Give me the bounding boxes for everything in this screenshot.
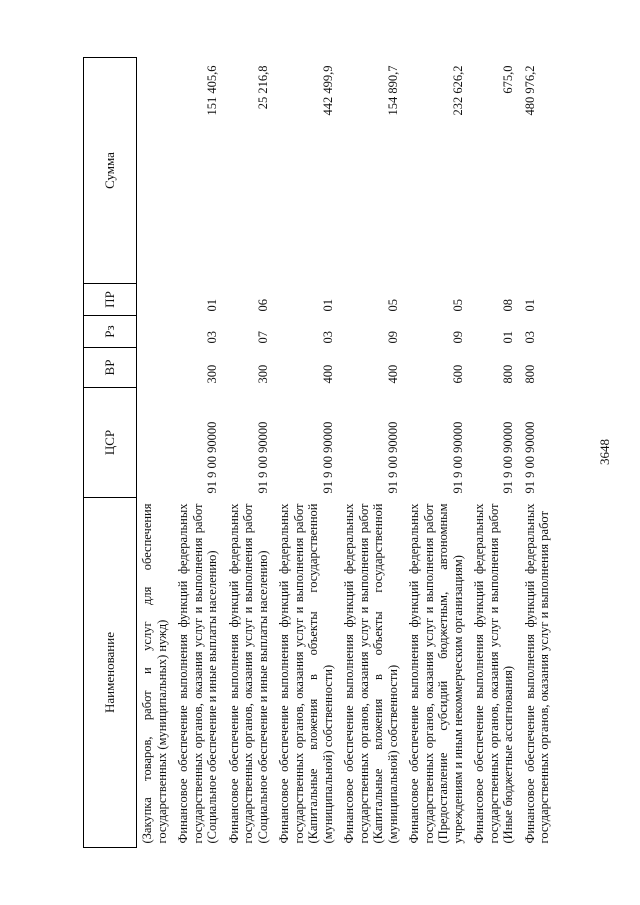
header-rz: Рз xyxy=(84,316,137,348)
row-sum: 480 976,2 xyxy=(522,65,537,116)
table-row xyxy=(406,58,471,848)
row-pr: 01 xyxy=(522,299,537,312)
header-name: Наименование xyxy=(84,498,137,848)
table-row xyxy=(276,58,341,848)
row-sum: 232 626,2 xyxy=(450,65,465,116)
row-vr: 600 xyxy=(450,364,465,384)
header-sum: Сумма xyxy=(84,58,137,284)
row-pr: 05 xyxy=(385,299,400,312)
row-pr: 08 xyxy=(501,299,515,312)
table-row xyxy=(522,58,553,848)
row-csr: 91 9 00 90000 xyxy=(450,421,465,494)
row-pr xyxy=(137,284,176,316)
row-rz: 01 xyxy=(501,331,515,344)
row-vr: 400 xyxy=(320,364,335,384)
row-vr: 800 xyxy=(522,364,537,384)
row-csr: 91 9 00 90000 xyxy=(205,421,219,494)
row-rz: 03 xyxy=(320,331,335,344)
row-name: Финансовое обеспечение выполнения функций федеральных государственных органов, оказания услуг и выполнения работ (Социальное обеспечение и иные выплаты населению) xyxy=(226,503,270,844)
row-name: Финансовое обеспечение выполнения функций федеральных государственных органов, оказания услуг и выполнения работ (Социальное обеспечение и иные выплаты населению) xyxy=(176,503,219,844)
table-row xyxy=(341,58,406,848)
table-row xyxy=(226,58,277,848)
table-row xyxy=(137,58,176,848)
row-name: (Закупка товаров, работ и услуг для обеспечения государственных (муниципальных) нужд) xyxy=(140,503,169,844)
row-rz: 07 xyxy=(255,331,270,344)
row-sum: 151 405,6 xyxy=(205,65,219,116)
row-name: Финансовое обеспечение выполнения функций федеральных государственных органов, оказания услуг и выполнения работ (Капитальные вложения в объекты государственной (муниципальной) собственности) xyxy=(277,503,335,844)
row-rz: 09 xyxy=(385,331,400,344)
table-row xyxy=(471,58,522,848)
row-csr: 91 9 00 90000 xyxy=(501,421,515,494)
row-name: Финансовое обеспечение выполнения функций федеральных государственных органов, оказания услуг и выполнения работ (Предоставление субсидий бюджетным, автономным учреждениям и иным некоммерческим организациям) xyxy=(407,503,465,844)
row-pr: 01 xyxy=(320,299,335,312)
row-csr: 91 9 00 90000 xyxy=(255,421,270,494)
row-name: Финансовое обеспечение выполнения функций федеральных государственных органов, оказания услуг и выполнения работ xyxy=(522,503,551,844)
row-rz: 03 xyxy=(522,331,537,344)
row-sum: 675,0 xyxy=(501,65,515,94)
row-name: Финансовое обеспечение выполнения функций федеральных государственных органов, оказания услуг и выполнения работ (Капитальные вложения в объекты государственной (муниципальной) собственности) xyxy=(342,503,400,844)
row-sum: 154 890,7 xyxy=(385,65,400,116)
row-sum: 442 499,9 xyxy=(320,65,335,116)
row-pr: 06 xyxy=(255,299,270,312)
row-sum: 25 216,8 xyxy=(255,65,270,110)
table-row xyxy=(175,58,226,848)
header-csr: ЦСР xyxy=(84,388,137,498)
header-pr: ПР xyxy=(84,284,137,316)
row-vr: 800 xyxy=(501,364,515,384)
row-pr: 05 xyxy=(450,299,465,312)
page-number: 3648 xyxy=(597,439,612,465)
row-csr: 91 9 00 90000 xyxy=(522,421,537,494)
row-name: Финансовое обеспечение выполнения функций федеральных государственных органов, оказания услуг и выполнения работ (Иные бюджетные ассигнования) xyxy=(472,503,515,844)
row-rz: 09 xyxy=(450,331,465,344)
row-rz: 03 xyxy=(205,331,219,344)
row-csr: 91 9 00 90000 xyxy=(385,421,400,494)
row-vr xyxy=(137,348,176,388)
row-vr: 400 xyxy=(385,364,400,384)
row-pr: 01 xyxy=(205,299,219,312)
rotated-table-container xyxy=(83,58,623,848)
row-sum xyxy=(137,58,176,284)
row-rz xyxy=(137,316,176,348)
budget-table xyxy=(83,57,553,848)
table-header-row xyxy=(84,58,137,848)
row-csr: 91 9 00 90000 xyxy=(320,421,335,494)
row-csr xyxy=(137,388,176,498)
row-vr: 300 xyxy=(255,364,270,384)
row-vr: 300 xyxy=(205,364,219,384)
header-vr: ВР xyxy=(84,348,137,388)
